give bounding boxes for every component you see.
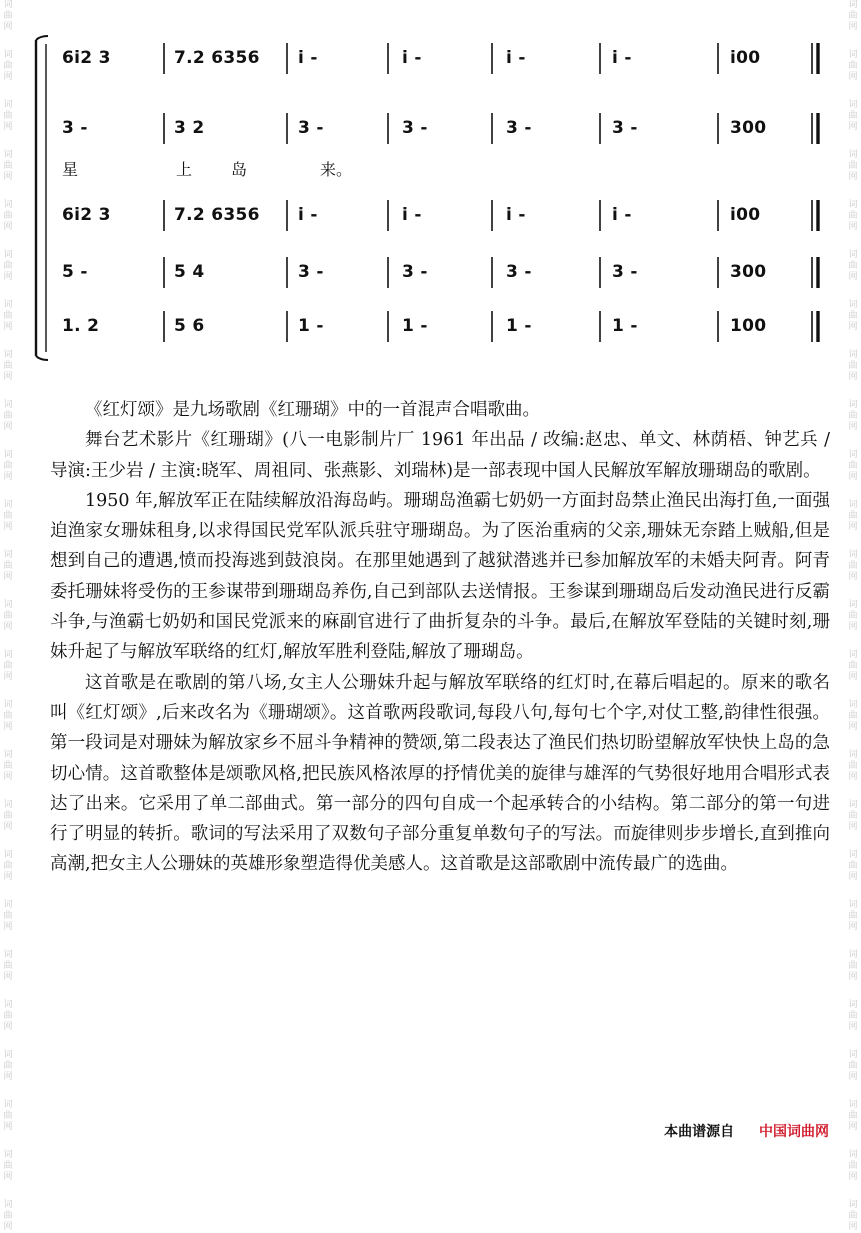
score-measure: 1 -: [506, 316, 532, 336]
watermark-char: 网: [848, 322, 858, 332]
watermark-char: 网: [3, 322, 13, 332]
watermark-group: [0, 450, 16, 483]
score-measure: 3 -: [506, 262, 532, 282]
watermark-char: 曲: [3, 1061, 13, 1071]
score-measure: i -: [402, 48, 422, 68]
watermark-char: 曲: [3, 161, 13, 171]
watermark-char: 网: [848, 422, 858, 432]
watermark-char: 曲: [3, 761, 13, 771]
watermark-char: 词: [848, 700, 858, 710]
watermark-group: [0, 950, 16, 983]
watermark-group: [0, 650, 16, 683]
watermark-char: 曲: [848, 961, 858, 971]
score-measure: 3 -: [298, 262, 324, 282]
article-paragraph: 《红灯颂》是九场歌剧《红珊瑚》中的一首混声合唱歌曲。: [85, 400, 540, 420]
lyric-word: 岛: [231, 160, 248, 179]
watermark-group: [845, 1200, 861, 1233]
score-measure: 3 -: [506, 118, 532, 138]
watermark-char: 网: [3, 522, 13, 532]
watermark-char: 词: [848, 1200, 858, 1210]
watermark-char: 网: [3, 72, 13, 82]
watermark-char: 曲: [3, 1211, 13, 1221]
lyric-word: 星: [62, 160, 79, 179]
watermark-group: [845, 950, 861, 983]
watermark-char: 网: [848, 772, 858, 782]
watermark-char: 曲: [848, 511, 858, 521]
watermark-char: 网: [848, 22, 858, 32]
watermark-char: 曲: [848, 1061, 858, 1071]
watermark-char: 网: [848, 272, 858, 282]
watermark-char: 曲: [3, 261, 13, 271]
watermark-char: 曲: [3, 961, 13, 971]
score-measure: 1 -: [298, 316, 324, 336]
watermark-char: 词: [3, 0, 13, 10]
watermark-char: 词: [848, 950, 858, 960]
watermark-char: 网: [3, 1172, 13, 1182]
watermark-group: [0, 1000, 16, 1033]
article-body: [50, 395, 830, 880]
watermark-char: 词: [3, 800, 13, 810]
watermark-char: 曲: [848, 1111, 858, 1121]
score-measure: 5 6: [174, 316, 205, 336]
watermark-char: 词: [848, 800, 858, 810]
watermark-char: 曲: [848, 361, 858, 371]
watermark-char: 词: [3, 1200, 13, 1210]
watermark-char: 网: [3, 1122, 13, 1132]
watermark-char: 网: [3, 172, 13, 182]
watermark-char: 曲: [848, 1161, 858, 1171]
score-measure: 3 -: [62, 118, 88, 138]
watermark-char: 曲: [3, 561, 13, 571]
score-measure: 3 -: [612, 262, 638, 282]
watermark-char: 词: [3, 200, 13, 210]
watermark-char: 网: [3, 372, 13, 382]
score-measure: i -: [612, 48, 632, 68]
watermark-char: 网: [848, 972, 858, 982]
score-measure: 1 -: [612, 316, 638, 336]
watermark-char: 词: [3, 950, 13, 960]
watermark-group: [0, 600, 16, 633]
article-paragraph: 舞台艺术影片《红珊瑚》(八一电影制片厂 1961 年出品 / 改编:赵忠、单文、林荫梧、钟艺兵 / 导演:王少岩 / 主演:晓军、周祖同、张燕影、刘瑞林)是一部表现中国人民解放军解放珊瑚岛的歌剧。: [50, 430, 830, 481]
score-measure: 3 2: [174, 118, 205, 138]
watermark-char: 曲: [848, 661, 858, 671]
score-measure: i -: [402, 205, 422, 225]
watermark-group: [0, 500, 16, 533]
watermark-char: 词: [3, 100, 13, 110]
watermark-char: 曲: [3, 711, 13, 721]
watermark-char: 曲: [848, 1011, 858, 1021]
watermark-char: 网: [848, 472, 858, 482]
score-measure: 5 -: [62, 262, 88, 282]
watermark-group: [845, 850, 861, 883]
source-label: 本曲谱源自: [664, 1124, 735, 1140]
watermark-group: [0, 900, 16, 933]
score-measure: 3 -: [402, 262, 428, 282]
watermark-char: 网: [848, 1022, 858, 1032]
watermark-char: 网: [848, 122, 858, 132]
score-measure: 3 -: [298, 118, 324, 138]
watermark-char: 曲: [848, 111, 858, 121]
watermark-group: [0, 750, 16, 783]
watermark-group: [845, 500, 861, 533]
watermark-char: 网: [848, 922, 858, 932]
score-measure: i -: [612, 205, 632, 225]
watermark-char: 词: [848, 500, 858, 510]
watermark-char: 曲: [3, 911, 13, 921]
watermark-char: 词: [848, 600, 858, 610]
lyric-word: 上: [176, 160, 193, 179]
watermark-char: 曲: [3, 1011, 13, 1021]
watermark-char: 网: [848, 522, 858, 532]
watermark-char: 曲: [848, 561, 858, 571]
watermark-char: 词: [848, 1050, 858, 1060]
watermark-group: [845, 400, 861, 433]
brace-bottom-hook: [36, 356, 48, 360]
watermark-char: 网: [848, 572, 858, 582]
watermark-char: 词: [3, 1000, 13, 1010]
watermark-group: [0, 1150, 16, 1183]
watermark-group: [845, 550, 861, 583]
watermark-group: [845, 1150, 861, 1183]
watermark-group: [0, 400, 16, 433]
watermark-char: 网: [3, 972, 13, 982]
watermark-char: 网: [3, 1222, 13, 1232]
watermark-char: 网: [848, 372, 858, 382]
score-measure: i -: [298, 48, 318, 68]
watermark-char: 词: [3, 850, 13, 860]
watermark-char: 曲: [848, 911, 858, 921]
score-measure: 1 -: [402, 316, 428, 336]
watermark-char: 曲: [3, 11, 13, 21]
watermark-char: 词: [3, 1100, 13, 1110]
watermark-char: 曲: [3, 811, 13, 821]
watermark-group: [845, 650, 861, 683]
watermark-char: 曲: [3, 411, 13, 421]
watermark-group: [845, 1050, 861, 1083]
watermark-char: 词: [848, 550, 858, 560]
watermark-char: 词: [848, 300, 858, 310]
watermark-group: [0, 1050, 16, 1083]
score-measure: i -: [506, 205, 526, 225]
watermark-char: 网: [848, 1172, 858, 1182]
brace-top-hook: [36, 36, 48, 40]
watermark-char: 词: [3, 400, 13, 410]
watermark-char: 网: [848, 172, 858, 182]
watermark-char: 网: [3, 872, 13, 882]
watermark-char: 网: [848, 622, 858, 632]
watermark-char: 词: [848, 850, 858, 860]
watermark-group: [0, 800, 16, 833]
watermark-char: 网: [3, 122, 13, 132]
watermark-char: 词: [3, 250, 13, 260]
watermark-char: 词: [848, 1150, 858, 1160]
watermark-char: 网: [848, 222, 858, 232]
watermark-char: 网: [3, 672, 13, 682]
watermark-char: 词: [3, 900, 13, 910]
article-paragraph: 1950 年,解放军正在陆续解放沿海岛屿。珊瑚岛渔霸七奶奶一方面封岛禁止渔民出海打鱼,一面强迫渔家女珊妹租身,以求得国民党军队派兵驻守珊瑚岛。为了医治重病的父亲,珊妹无奈踏上贼船,但是想到自己的遭遇,愤而投海逃到鼓浪岗。在那里她遇到了越狱潜逃并已参加解放军的未婚夫阿青。阿青委托珊妹将受伤的王参谋带到珊瑚岛养伤,自己到部队去送情报。王参谋到珊瑚岛后发动渔民进行反霸斗争,与渔霸七奶奶和国民党派来的麻副官进行了曲折复杂的斗争。最后,在解放军登陆的关键时刻,珊妹升起了与解放军联络的红灯,解放军胜利登陆,解放了珊瑚岛。: [50, 490, 830, 663]
watermark-char: 网: [3, 722, 13, 732]
score-measure: 100: [730, 316, 767, 336]
watermark-char: 曲: [848, 861, 858, 871]
watermark-char: 词: [848, 0, 858, 10]
watermark-char: 词: [848, 450, 858, 460]
watermark-char: 曲: [848, 211, 858, 221]
watermark-char: 词: [3, 50, 13, 60]
watermark-char: 词: [3, 150, 13, 160]
watermark-char: 曲: [3, 861, 13, 871]
watermark-group: [0, 550, 16, 583]
watermark-char: 曲: [3, 511, 13, 521]
watermark-char: 曲: [3, 211, 13, 221]
watermark-char: 词: [848, 900, 858, 910]
score-measure: 3 -: [402, 118, 428, 138]
score-measure: 5 4: [174, 262, 205, 282]
watermark-char: 词: [3, 350, 13, 360]
watermark-group: [0, 1200, 16, 1233]
watermark-char: 词: [848, 250, 858, 260]
watermark-char: 词: [3, 700, 13, 710]
watermark-char: 词: [848, 400, 858, 410]
watermark-char: 网: [3, 1022, 13, 1032]
watermark-char: 曲: [848, 411, 858, 421]
watermark-char: 曲: [848, 311, 858, 321]
score-measure: 1. 2: [62, 316, 100, 336]
watermark-char: 网: [848, 672, 858, 682]
watermark-char: 曲: [3, 1111, 13, 1121]
watermark-char: 网: [848, 72, 858, 82]
watermark-char: 曲: [848, 1211, 858, 1221]
article-paragraph: 这首歌是在歌剧的第八场,女主人公珊妹升起与解放军联络的红灯时,在幕后唱起的。原来的歌名叫《红灯颂》,后来改名为《珊瑚颂》。这首歌两段歌词,每段八句,每句七个字,对仗工整,韵律性很强。第一段词是对珊妹为解放家乡不屈斗争精神的赞颂,第二段表达了渔民们热切盼望解放军快快上岛的急切心情。这首歌整体是颂歌风格,把民族风格浓厚的抒情优美的旋律与雄浑的气势很好地用合唱形式表达了出来。它采用了单二部曲式。第一部分的四句自成一个起承转合的小结构。第二部分的第一句进行了明显的转折。歌词的写法采用了双数句子部分重复单数句子的写法。而旋律则步步增长,直到推向高潮,把女主人公珊妹的英雄形象塑造得优美感人。这首歌是这部歌剧中流传最广的选曲。: [50, 672, 830, 875]
watermark-char: 词: [848, 150, 858, 160]
watermark-char: 曲: [3, 611, 13, 621]
watermark-char: 网: [3, 472, 13, 482]
score-measure: 3 -: [612, 118, 638, 138]
score-measure: 6i2 3: [62, 48, 111, 68]
watermark-char: 词: [3, 450, 13, 460]
score-measure: 300: [730, 262, 767, 282]
watermark-char: 网: [848, 822, 858, 832]
watermark-char: 词: [848, 100, 858, 110]
watermark-char: 曲: [848, 811, 858, 821]
watermark-char: 曲: [848, 161, 858, 171]
watermark-char: 曲: [848, 61, 858, 71]
watermark-group: [845, 750, 861, 783]
watermark-char: 网: [848, 1122, 858, 1132]
watermark-char: 曲: [3, 311, 13, 321]
source-credit: [664, 1121, 829, 1141]
watermark-char: 网: [3, 772, 13, 782]
watermark-char: 网: [3, 422, 13, 432]
watermark-char: 词: [3, 1150, 13, 1160]
watermark-char: 曲: [3, 111, 13, 121]
watermark-char: 词: [848, 200, 858, 210]
watermark-char: 词: [3, 600, 13, 610]
score-measure: 300: [730, 118, 767, 138]
watermark-group: [0, 1100, 16, 1133]
watermark-char: 词: [3, 650, 13, 660]
watermark-char: 曲: [3, 1161, 13, 1171]
watermark-group: [845, 900, 861, 933]
watermark-char: 网: [3, 922, 13, 932]
watermark-char: 曲: [848, 461, 858, 471]
watermark-char: 网: [3, 22, 13, 32]
watermark-char: 词: [3, 1050, 13, 1060]
watermark-char: 网: [3, 622, 13, 632]
watermark-char: 曲: [3, 61, 13, 71]
watermark-group: [845, 450, 861, 483]
watermark-group: [845, 1100, 861, 1133]
watermark-char: 曲: [3, 661, 13, 671]
watermark-char: 网: [848, 722, 858, 732]
watermark-char: 曲: [848, 761, 858, 771]
watermark-char: 网: [848, 872, 858, 882]
watermark-group: [845, 800, 861, 833]
watermark-char: 词: [848, 50, 858, 60]
watermark-char: 词: [848, 350, 858, 360]
watermark-char: 曲: [848, 711, 858, 721]
watermark-char: 网: [3, 1072, 13, 1082]
watermark-char: 词: [848, 650, 858, 660]
watermark-char: 曲: [848, 11, 858, 21]
watermark-group: [845, 1000, 861, 1033]
score-measure: i -: [298, 205, 318, 225]
watermark-char: 词: [848, 1000, 858, 1010]
music-score: [0, 0, 861, 372]
watermark-group: [845, 600, 861, 633]
watermark-char: 词: [848, 750, 858, 760]
score-measure: i -: [506, 48, 526, 68]
watermark-char: 网: [848, 1072, 858, 1082]
watermark-char: 曲: [3, 461, 13, 471]
score-measure: 7.2 6356: [174, 205, 260, 225]
watermark-char: 网: [848, 1222, 858, 1232]
score-measure: 6i2 3: [62, 205, 111, 225]
watermark-char: 词: [848, 1100, 858, 1110]
watermark-char: 网: [3, 272, 13, 282]
watermark-char: 曲: [3, 361, 13, 371]
source-site-link[interactable]: 中国词曲网: [759, 1124, 829, 1140]
score-measure: i00: [730, 48, 761, 68]
watermark-group: [0, 850, 16, 883]
watermark-char: 网: [3, 222, 13, 232]
watermark-char: 词: [3, 500, 13, 510]
lyric-word: 来。: [320, 160, 353, 179]
watermark-char: 曲: [848, 261, 858, 271]
watermark-group: [0, 700, 16, 733]
watermark-char: 词: [3, 300, 13, 310]
score-measure: 7.2 6356: [174, 48, 260, 68]
score-measure: i00: [730, 205, 761, 225]
watermark-char: 曲: [848, 611, 858, 621]
watermark-char: 网: [3, 572, 13, 582]
watermark-char: 词: [3, 550, 13, 560]
watermark-char: 网: [3, 822, 13, 832]
watermark-char: 词: [3, 750, 13, 760]
watermark-group: [845, 700, 861, 733]
